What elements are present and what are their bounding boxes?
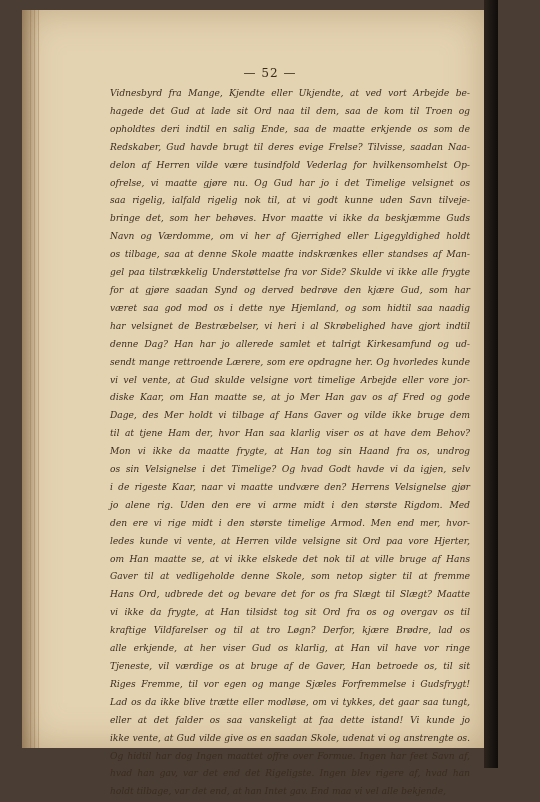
text-line: ikke vente, at Gud vilde give os en saadan Skole, udenat vi og anstrengte os. <box>110 733 470 744</box>
text-line: for at gjøre saadan Synd og derved bedrøve den kjære Gud, som har <box>110 285 470 296</box>
text-line: hagede det Gud at lade sit Ord naa til dem, saa de kom til Troen og <box>110 106 470 117</box>
text-line: Tjeneste, vil værdige os at bruge af de Gaver, Han betroede os, til sit <box>110 662 470 672</box>
text-line: om Han maatte se, at vi ikke elskede det nok til at ville bruge af Hans <box>110 554 470 565</box>
text-line: diske Kaar, om Han maatte se, at jo Mer Han gav os af Fred og gode <box>110 393 470 404</box>
text-line: har velsignet de Bestræbelser, vi heri i al Skrøbelighed have gjort indtil <box>110 321 470 332</box>
text-line: Vidnesbyrd fra Mange, Kjendte eller Ukjendte, at ved vort Arbejde be- <box>110 89 470 99</box>
text-line: kraftige Vildfarelser og til at tro Løgn? Derfor, kjære Brødre, lad os <box>110 626 470 637</box>
text-line: vi vel vente, at Gud skulde velsigne vort timelige Arbejde eller vore jor- <box>110 375 470 386</box>
text-line: Lad os da ikke blive trætte eller modløse, om vi tykkes, det gaar saa tungt, <box>110 697 470 708</box>
text-line: holdt tilbage, var det end, at han Intet gav. End maa vi vel alle bekjende, <box>110 787 446 798</box>
text-line: ledes kunde vi vente, at Herren vilde velsigne sit Ord paa vore Hjerter, <box>110 536 470 547</box>
text-line: ofrelse, vi maatte gjøre nu. Og Gud har jo i det Timelige velsignet os <box>110 178 470 189</box>
text-line: Gaver til at vedligeholde denne Skole, som netop sigter til at fremme <box>110 572 470 583</box>
text-line: bringe det, som her behøves. Hvor maatte vi ikke da beskjæmme Guds <box>110 214 470 225</box>
page-right-edge <box>484 0 498 768</box>
text-line: Og hidtil har dog Ingen maattet offre over Formue. Ingen har feet Savn af, <box>110 751 470 762</box>
text-line: den ere vi rige midt i den største timelige Armod. Men end mer, hvor- <box>110 518 470 529</box>
text-line: til at tjene Ham der, hvor Han saa klarlig viser os at have dem Behov? <box>110 429 470 440</box>
text-line: os sin Velsignelse i det Timelige? Og hvad Godt havde vi da igjen, selv <box>110 465 470 476</box>
text-line: vi ikke da frygte, at Han tilsidst tog sit Ord fra os og overgav os til <box>110 608 470 619</box>
page-edge-line <box>34 10 35 748</box>
page-edge-line <box>30 10 31 748</box>
text-line: Riges Fremme, til vor egen og mange Sjæles Forfremmelse i Gudsfrygt! <box>110 679 470 690</box>
text-line: eller at det falder os saa vanskeligt at faa dette istand! Vi kunde jo <box>110 715 470 726</box>
text-line: Redskaber, Gud havde brugt til deres evige Frelse? Tilvisse, saadan Naa- <box>110 142 470 153</box>
page-number: — 52 — <box>243 66 297 80</box>
text-line: denne Dag? Han har jo allerede samlet et talrigt Kirkesamfund og ud- <box>110 339 470 350</box>
text-line: Hans Ord, udbrede det og bevare det for os fra Slægt til Slægt? Maatte <box>110 590 470 601</box>
page-edge-line <box>38 10 39 748</box>
text-line: Dage, des Mer holdt vi tilbage af Hans Gaver og vilde ikke bruge dem <box>110 411 470 422</box>
text-line: Mon vi ikke da maatte frygte, at Han tog sin Haand fra os, undrog <box>110 447 470 458</box>
body-text <box>110 86 470 802</box>
text-line: i de rigeste Kaar, naar vi maatte undvære den? Herrens Velsignelse gjør <box>110 482 470 493</box>
text-line: gel paa tilstrækkelig Understøttelse fra vor Side? Skulde vi ikke alle frygte <box>110 268 470 279</box>
text-line: alle erkjende, at her viser Gud os klarlig, at Han vil have vor ringe <box>110 644 470 655</box>
text-line: os tilbage, saa at denne Skole maatte indskrænkes eller standses af Man- <box>110 250 470 261</box>
text-line: Navn og Værdomme, om vi her af Gjerrighed eller Ligegyldighed holdt <box>110 232 470 243</box>
text-line: været saa god mod os i dette nye Hjemland, og som hidtil saa naadig <box>110 303 470 314</box>
text-line: sendt mange rettroende Lærere, som ere opdragne her. Og hvorledes kunde <box>110 357 470 368</box>
text-line: jo alene rig. Uden den ere vi arme midt i den største Rigdom. Med <box>110 500 470 511</box>
text-line: delon af Herren vilde være tusindfold Vederlag for hvilkensomhelst Op- <box>110 160 470 171</box>
text-line: opholdtes deri indtil en salig Ende, saa de maatte erkjende os som de <box>110 124 470 135</box>
text-line: hvad han gav, var det end det Rigeligste. Ingen blev rigere af, hvad han <box>110 769 470 780</box>
text-line: saa rigelig, ialfald rigelig nok til, at vi godt kunne uden Savn tilveje- <box>110 196 470 207</box>
